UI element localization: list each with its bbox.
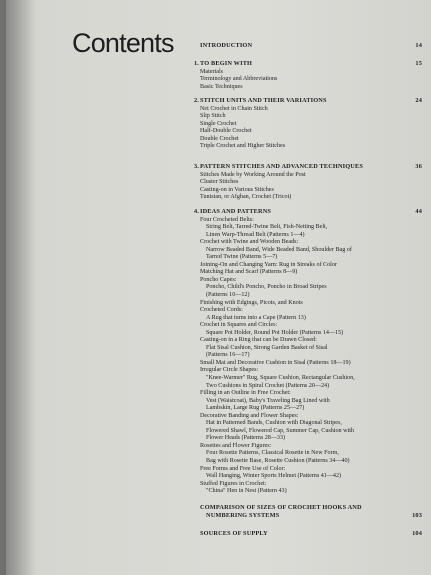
toc-section-number: 4. <box>194 208 200 215</box>
toc-entry: Materials <box>200 68 224 75</box>
toc-section-heading <box>194 97 422 105</box>
toc-sub-entry: Four Rosette Patterns, Classical Rosette in New Form, <box>206 450 339 457</box>
toc-sub-entry: Vest (Waistcoat), Baby's Traveling Bag Lined with <box>206 397 330 404</box>
toc-sub-entry: Two Cushions in Spiral Crochet (Patterns 20—24) <box>206 382 330 389</box>
toc-page-number: 15 <box>415 60 422 67</box>
toc-section-title: STITCH UNITS AND THEIR VARIATIONS <box>200 97 327 104</box>
toc-sub-entry: Tarred Twine (Patterns 5—7) <box>206 254 278 261</box>
toc-section <box>194 60 422 91</box>
toc-entry: Small Mat and Decorative Cushion in Sisal (Patterns 18—19) <box>200 359 351 366</box>
toc-section-number: 3. <box>194 163 200 170</box>
toc-entry: Filling in an Outline in Free Crochet: <box>200 390 291 397</box>
toc-sub-entry: Poncho, Child's Poncho, Poncho in Broad Stripes <box>206 284 327 291</box>
page-gutter-shadow <box>6 0 36 575</box>
toc-section-title: IDEAS AND PATTERNS <box>200 208 272 215</box>
toc-entry: Matching Hat and Scarf (Patterns 8—9) <box>200 269 298 276</box>
toc-entry: Double Crochet <box>200 135 239 142</box>
toc-sub-entry: Wall Hanging, Winter Sports Helmet (Patterns 41—42) <box>206 473 342 480</box>
toc-entry: Free Forms and Free Use of Color: <box>200 465 286 472</box>
book-page <box>6 0 431 575</box>
toc-sub-entry: (Patterns 16—17) <box>206 352 250 359</box>
toc-section <box>194 504 422 519</box>
toc-entry: Triple Crochet and Higher Stitches <box>200 143 286 150</box>
toc-entry: Irregular Circle Shapes: <box>200 367 259 374</box>
toc-sub-entry: String Belt, Tarred-Twine Belt, Fish-Netting Belt, <box>206 224 328 231</box>
toc-page-number: 103 <box>412 511 422 519</box>
toc-entry: Four Crocheted Belts: <box>200 216 254 223</box>
toc-section-heading <box>194 504 422 512</box>
toc-entry: Stitches Made by Working Around the Post <box>200 171 306 178</box>
toc-entry: Joining-On and Changing Yarn: Rug in Streaks of Color <box>200 261 337 268</box>
toc-section <box>194 42 422 50</box>
toc-section <box>194 97 422 151</box>
toc-entry: Stuffed Figures in Crochet: <box>200 480 267 487</box>
toc-entry: Poncho Capes: <box>200 276 237 283</box>
toc-sub-entry: Flower Heads (Patterns 28—33) <box>206 435 286 442</box>
toc-section-title: INTRODUCTION <box>200 42 253 49</box>
toc-section <box>194 530 422 538</box>
toc-section-number: 1. <box>194 60 200 67</box>
toc-entry: Casting-on in Various Stitches <box>200 186 274 193</box>
toc-page-number: 44 <box>415 208 422 215</box>
toc-entry: Casting-on in a Ring that can be Drawn Closed: <box>200 337 317 344</box>
toc-entry: Net Crochet in Chain Stitch <box>200 105 268 112</box>
toc-entry: Cluster Stitches <box>200 179 239 186</box>
toc-sub-entry: Lambskin, Large Rug (Patterns 25—27) <box>206 405 305 412</box>
toc-section-title: NUMBERING SYSTEMS <box>206 511 280 519</box>
toc-section-title: TO BEGIN WITH <box>200 60 253 67</box>
toc-sub-entry: (Patterns 10—12) <box>206 291 250 298</box>
toc-sub-entry: Linen Warp-Thread Belt (Patterns 1—4) <box>206 231 305 238</box>
toc-entry: Rosettes and Flower Figures: <box>200 442 272 449</box>
toc-page-number: 24 <box>415 97 422 104</box>
page-title: Contents <box>72 28 174 58</box>
toc-page-number: 14 <box>415 42 422 49</box>
toc-entry: Crochet in Squares and Circles: <box>200 322 278 329</box>
toc-section-title: SOURCES OF SUPPLY <box>200 530 268 537</box>
toc-sub-entry: "Knee-Warmer" Rug, Square Cushion, Rectangular Cushion, <box>206 374 355 381</box>
toc-section-heading <box>194 530 422 538</box>
toc-section <box>194 208 422 496</box>
toc-entry: Slip Stitch <box>200 113 226 120</box>
toc-sub-entry: Hat in Patterned Bands, Cushion with Diagonal Stripes, <box>206 420 342 427</box>
toc-section-title: PATTERN STITCHES AND ADVANCED TECHNIQUES <box>200 163 363 170</box>
toc-entry: Half-Double Crochet <box>200 128 252 135</box>
toc-sub-entry: "China" Hen in Nest (Pattern 43) <box>206 488 287 495</box>
toc-entry: Single Crochet <box>200 120 237 127</box>
toc-sub-entry: Bag with Rosette Base, Rosette Cushion (Patterns 34—40) <box>206 458 350 464</box>
toc-section-heading <box>194 163 422 171</box>
toc-page-number: 36 <box>415 163 422 170</box>
toc-sub-entry: Square Pot Holder, Round Pot Holder (Patterns 14—15) <box>206 329 344 336</box>
toc-section-heading <box>194 42 422 50</box>
toc-section-title: COMPARISON OF SIZES OF CROCHET HOOKS AND <box>200 504 362 511</box>
toc-entry: Crocheted Cords: <box>200 307 243 314</box>
toc-entry: Finishing with Edgings, Picots, and Knots <box>200 299 303 306</box>
toc-section <box>194 163 422 202</box>
toc-sub-entry: Flat Sisal Cushion, Strong Garden Basket of Sisal <box>206 344 328 351</box>
toc-sub-entry: Flowered Shawl, Flowered Cap, Summer Cap, Cushion with <box>206 427 354 434</box>
toc-section-heading-continued <box>200 512 422 520</box>
toc-page-number: 104 <box>412 530 422 537</box>
toc-entry: Basic Techniques <box>200 83 243 90</box>
toc-section-number: 2. <box>194 97 200 104</box>
toc-section-heading <box>194 208 422 216</box>
toc-entry: Terminology and Abbreviations <box>200 76 278 83</box>
toc-entry: Decorative Banding and Flower Shapes: <box>200 412 299 419</box>
toc-entry: Crochet with Twine and Wooden Beads: <box>200 239 299 246</box>
toc-section-heading <box>194 60 422 68</box>
toc-sub-entry: Narrow Beaded Band, Wide Beaded Band, Shoulder Bag of <box>206 246 352 253</box>
toc-sub-entry: A Rug that turns into a Cape (Pattern 13) <box>206 314 306 321</box>
toc-entry: Tunisian, or Afghan, Crochet (Tricot) <box>200 194 292 201</box>
